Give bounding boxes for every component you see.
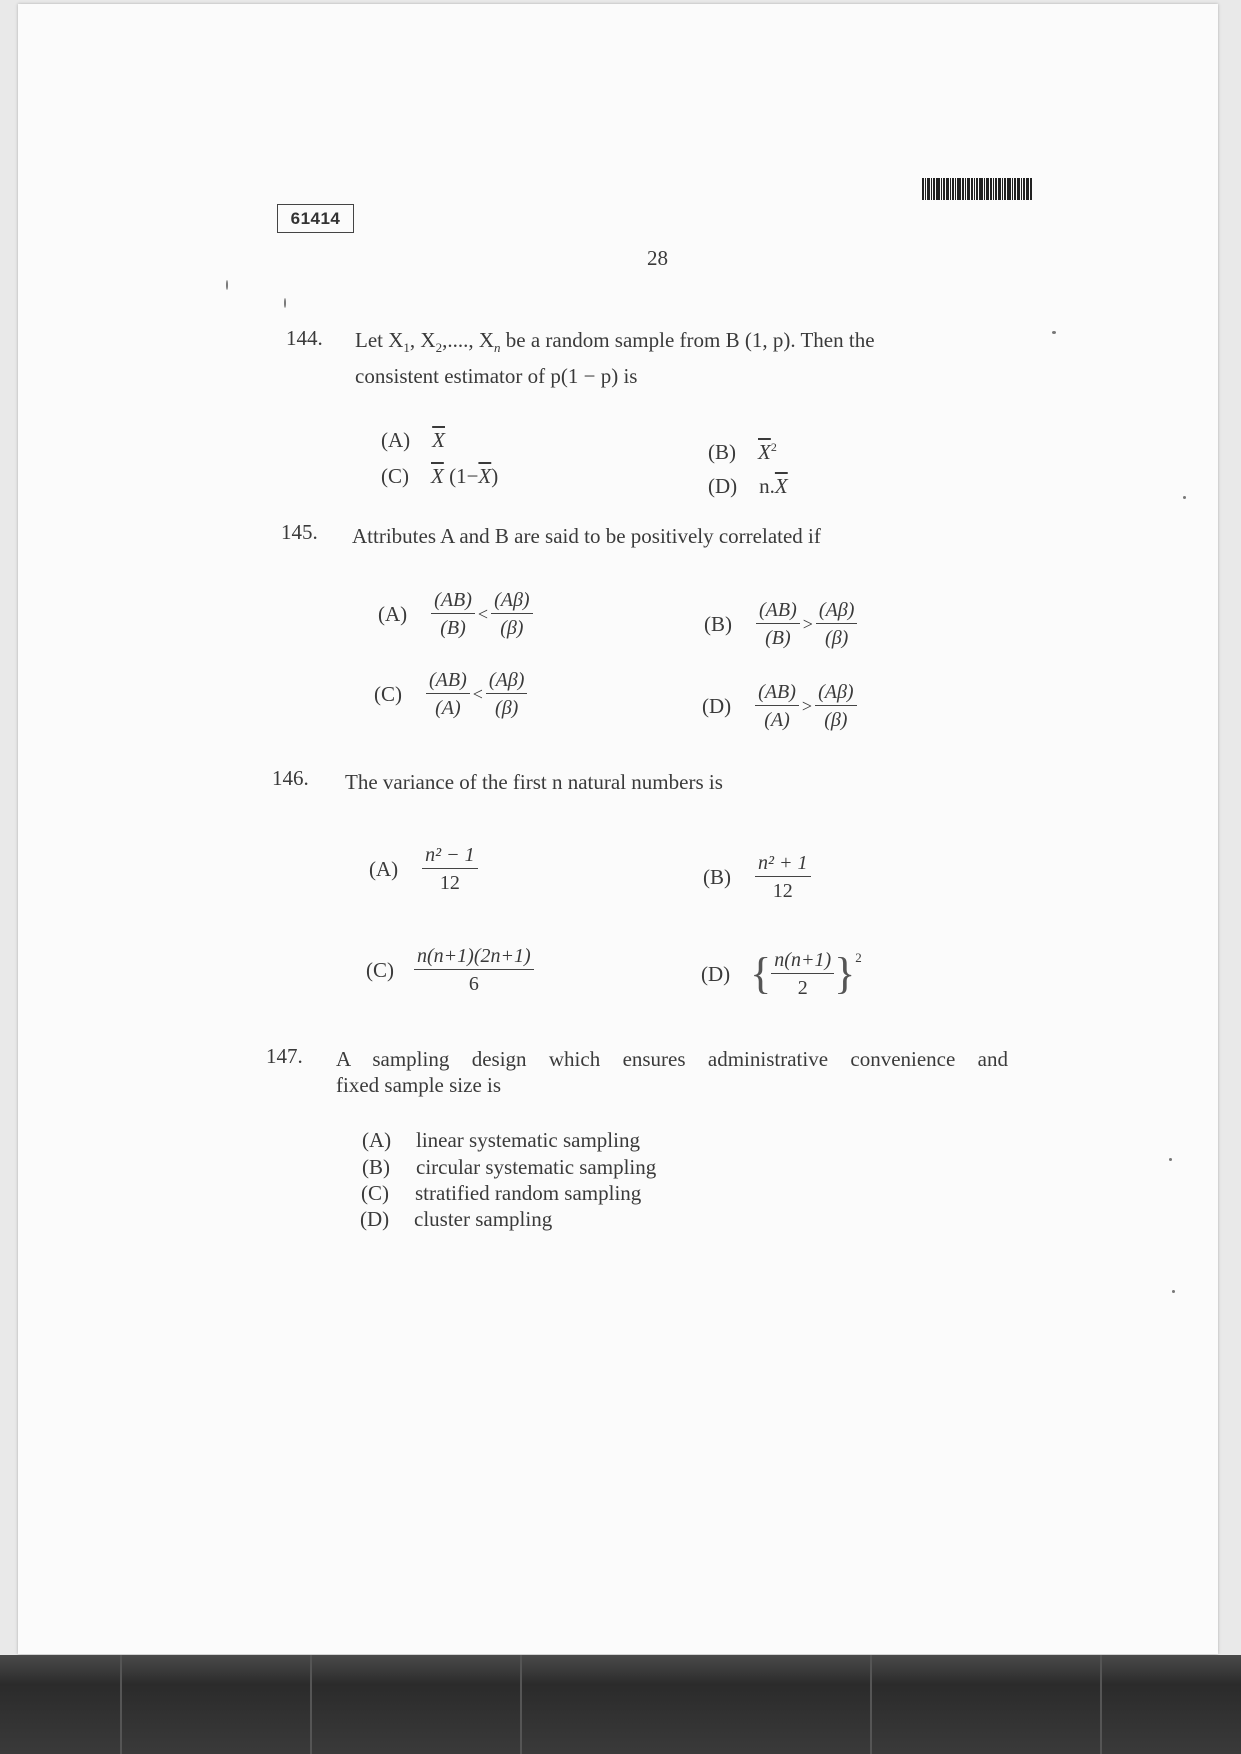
option-label: (C) [381, 464, 409, 488]
option-label: (B) [703, 864, 731, 889]
option-expr: ) [491, 464, 499, 488]
option-expr: $\overline{X}$ [432, 428, 445, 452]
fraction [426, 668, 470, 720]
q144-text-mid1: , X [409, 328, 436, 352]
fraction [771, 948, 834, 1000]
option-label: (A) [362, 1128, 392, 1152]
q144-sub2: 2 [435, 340, 443, 356]
q144-text-line2: consistent estimator of p(1 − p) is [355, 364, 638, 389]
paper-code: 61414 [277, 204, 354, 233]
fraction-denominator: (A) [435, 697, 461, 719]
q144-option-b [708, 440, 777, 465]
fraction-numerator: (AB) [755, 680, 799, 706]
fraction-denominator: (β) [824, 709, 848, 731]
fraction-denominator: (β) [495, 697, 519, 719]
question-number: 144. [286, 326, 323, 350]
relation-symbol: > [802, 613, 813, 634]
option-label: (D) [702, 693, 732, 718]
option-label: (A) [378, 601, 408, 626]
scan-border [0, 1655, 1241, 1754]
fraction-denominator: (A) [764, 709, 790, 731]
q144-text-mid2: ,...., X [442, 328, 494, 352]
q144-sub3: n [494, 340, 501, 356]
q147-option-c [361, 1181, 641, 1206]
fraction [815, 680, 857, 732]
fraction-numerator: (AB) [756, 598, 800, 624]
scan-speck [1183, 496, 1186, 499]
fraction-numerator: n² − 1 [422, 843, 478, 869]
q147-option-d [360, 1207, 552, 1232]
option-label: (A) [369, 856, 399, 881]
barcode [922, 178, 1054, 200]
q146-option-c [366, 944, 534, 996]
option-expr: n. [759, 474, 775, 498]
fraction-denominator: 2 [797, 977, 808, 999]
relation-symbol: < [472, 683, 483, 704]
q147-option-a [362, 1128, 640, 1153]
fraction-denominator: 12 [439, 872, 460, 894]
fraction [414, 944, 534, 996]
fraction-denominator: (B) [440, 617, 466, 639]
q147-text-line1: A sampling design which ensures administrative convenience and [336, 1047, 1008, 1071]
option-label: (D) [360, 1207, 390, 1231]
question-146-text: The variance of the first n natural numbers is [345, 770, 723, 794]
q145-option-a [378, 588, 533, 640]
fraction [756, 598, 800, 650]
option-text: circular systematic sampling [416, 1155, 657, 1179]
fraction-numerator: (Aβ) [815, 680, 857, 706]
option-expr: $\overline{X}$ [758, 440, 771, 464]
fraction-numerator: (Aβ) [486, 668, 528, 694]
question-147-text [336, 1046, 1008, 1098]
exam-page [18, 4, 1218, 1654]
scan-speck [1172, 1290, 1175, 1293]
option-expr: $\overline{X}$ [478, 464, 492, 488]
q144-option-d [708, 474, 788, 499]
fraction-numerator: (AB) [426, 668, 470, 694]
fraction-denominator: 6 [468, 973, 479, 995]
option-label: (B) [708, 440, 736, 464]
fraction [755, 680, 799, 732]
fraction [422, 843, 478, 895]
q146-option-b [703, 851, 811, 903]
relation-symbol: < [477, 603, 489, 624]
scan-speck [1169, 1158, 1172, 1161]
option-text: linear systematic sampling [416, 1128, 640, 1152]
exponent: 2 [855, 950, 862, 965]
scan-speck [1052, 331, 1056, 334]
fraction-numerator: (Aβ) [491, 588, 533, 614]
page-number: 28 [647, 246, 668, 270]
q146-option-a [369, 843, 478, 895]
scan-speck [226, 280, 228, 290]
fraction [486, 668, 528, 720]
left-brace-icon: { [750, 949, 772, 998]
option-label: (A) [381, 428, 411, 452]
q144-sub1: 1 [403, 340, 410, 356]
right-brace-icon: } [834, 949, 856, 998]
fraction [491, 588, 533, 640]
option-expr: $\overline{X}$ [431, 464, 444, 488]
option-label: (C) [366, 957, 394, 982]
fraction-numerator: n(n+1)(2n+1) [414, 944, 534, 970]
fraction-denominator: 12 [772, 880, 793, 902]
q147-text-line2: fixed sample size is [336, 1073, 502, 1097]
question-144-text [355, 326, 1035, 390]
option-label: (D) [708, 474, 738, 498]
option-label: (D) [701, 961, 731, 986]
q144-option-a [381, 428, 445, 453]
q144-text-prefix: Let X [355, 328, 404, 352]
option-text: stratified random sampling [415, 1181, 642, 1205]
option-label: (C) [361, 1181, 389, 1205]
question-145-text: Attributes A and B are said to be positively correlated if [352, 524, 821, 548]
fraction [431, 588, 475, 640]
fraction-numerator: (Aβ) [816, 598, 858, 624]
relation-symbol: > [801, 695, 813, 716]
fraction-denominator: (B) [765, 627, 791, 649]
option-label: (C) [374, 681, 402, 706]
fraction [816, 598, 858, 650]
q145-option-b [704, 598, 857, 650]
fraction-denominator: (β) [500, 617, 524, 639]
q146-option-d [701, 948, 862, 1000]
option-expr: $\overline{X}$ [774, 474, 788, 498]
q144-text-suffix: be a random sample from B (1, p). Then the [500, 328, 875, 352]
option-sup: 2 [770, 440, 777, 454]
fraction [755, 851, 811, 903]
option-text: cluster sampling [414, 1207, 553, 1231]
question-number: 145. [281, 520, 318, 544]
fraction-numerator: (AB) [431, 588, 475, 614]
q144-option-c [381, 464, 498, 489]
option-label: (B) [362, 1155, 390, 1179]
option-label: (B) [704, 611, 732, 636]
scan-speck [284, 298, 286, 308]
fraction-numerator: n² + 1 [755, 851, 811, 877]
option-expr: (1− [443, 464, 479, 488]
fraction-denominator: (β) [825, 627, 849, 649]
q145-option-c [374, 668, 527, 720]
fraction-numerator: n(n+1) [771, 948, 834, 974]
q145-option-d [702, 680, 857, 732]
question-number: 147. [266, 1044, 303, 1068]
q147-option-b [362, 1155, 656, 1180]
question-number: 146. [272, 766, 309, 790]
